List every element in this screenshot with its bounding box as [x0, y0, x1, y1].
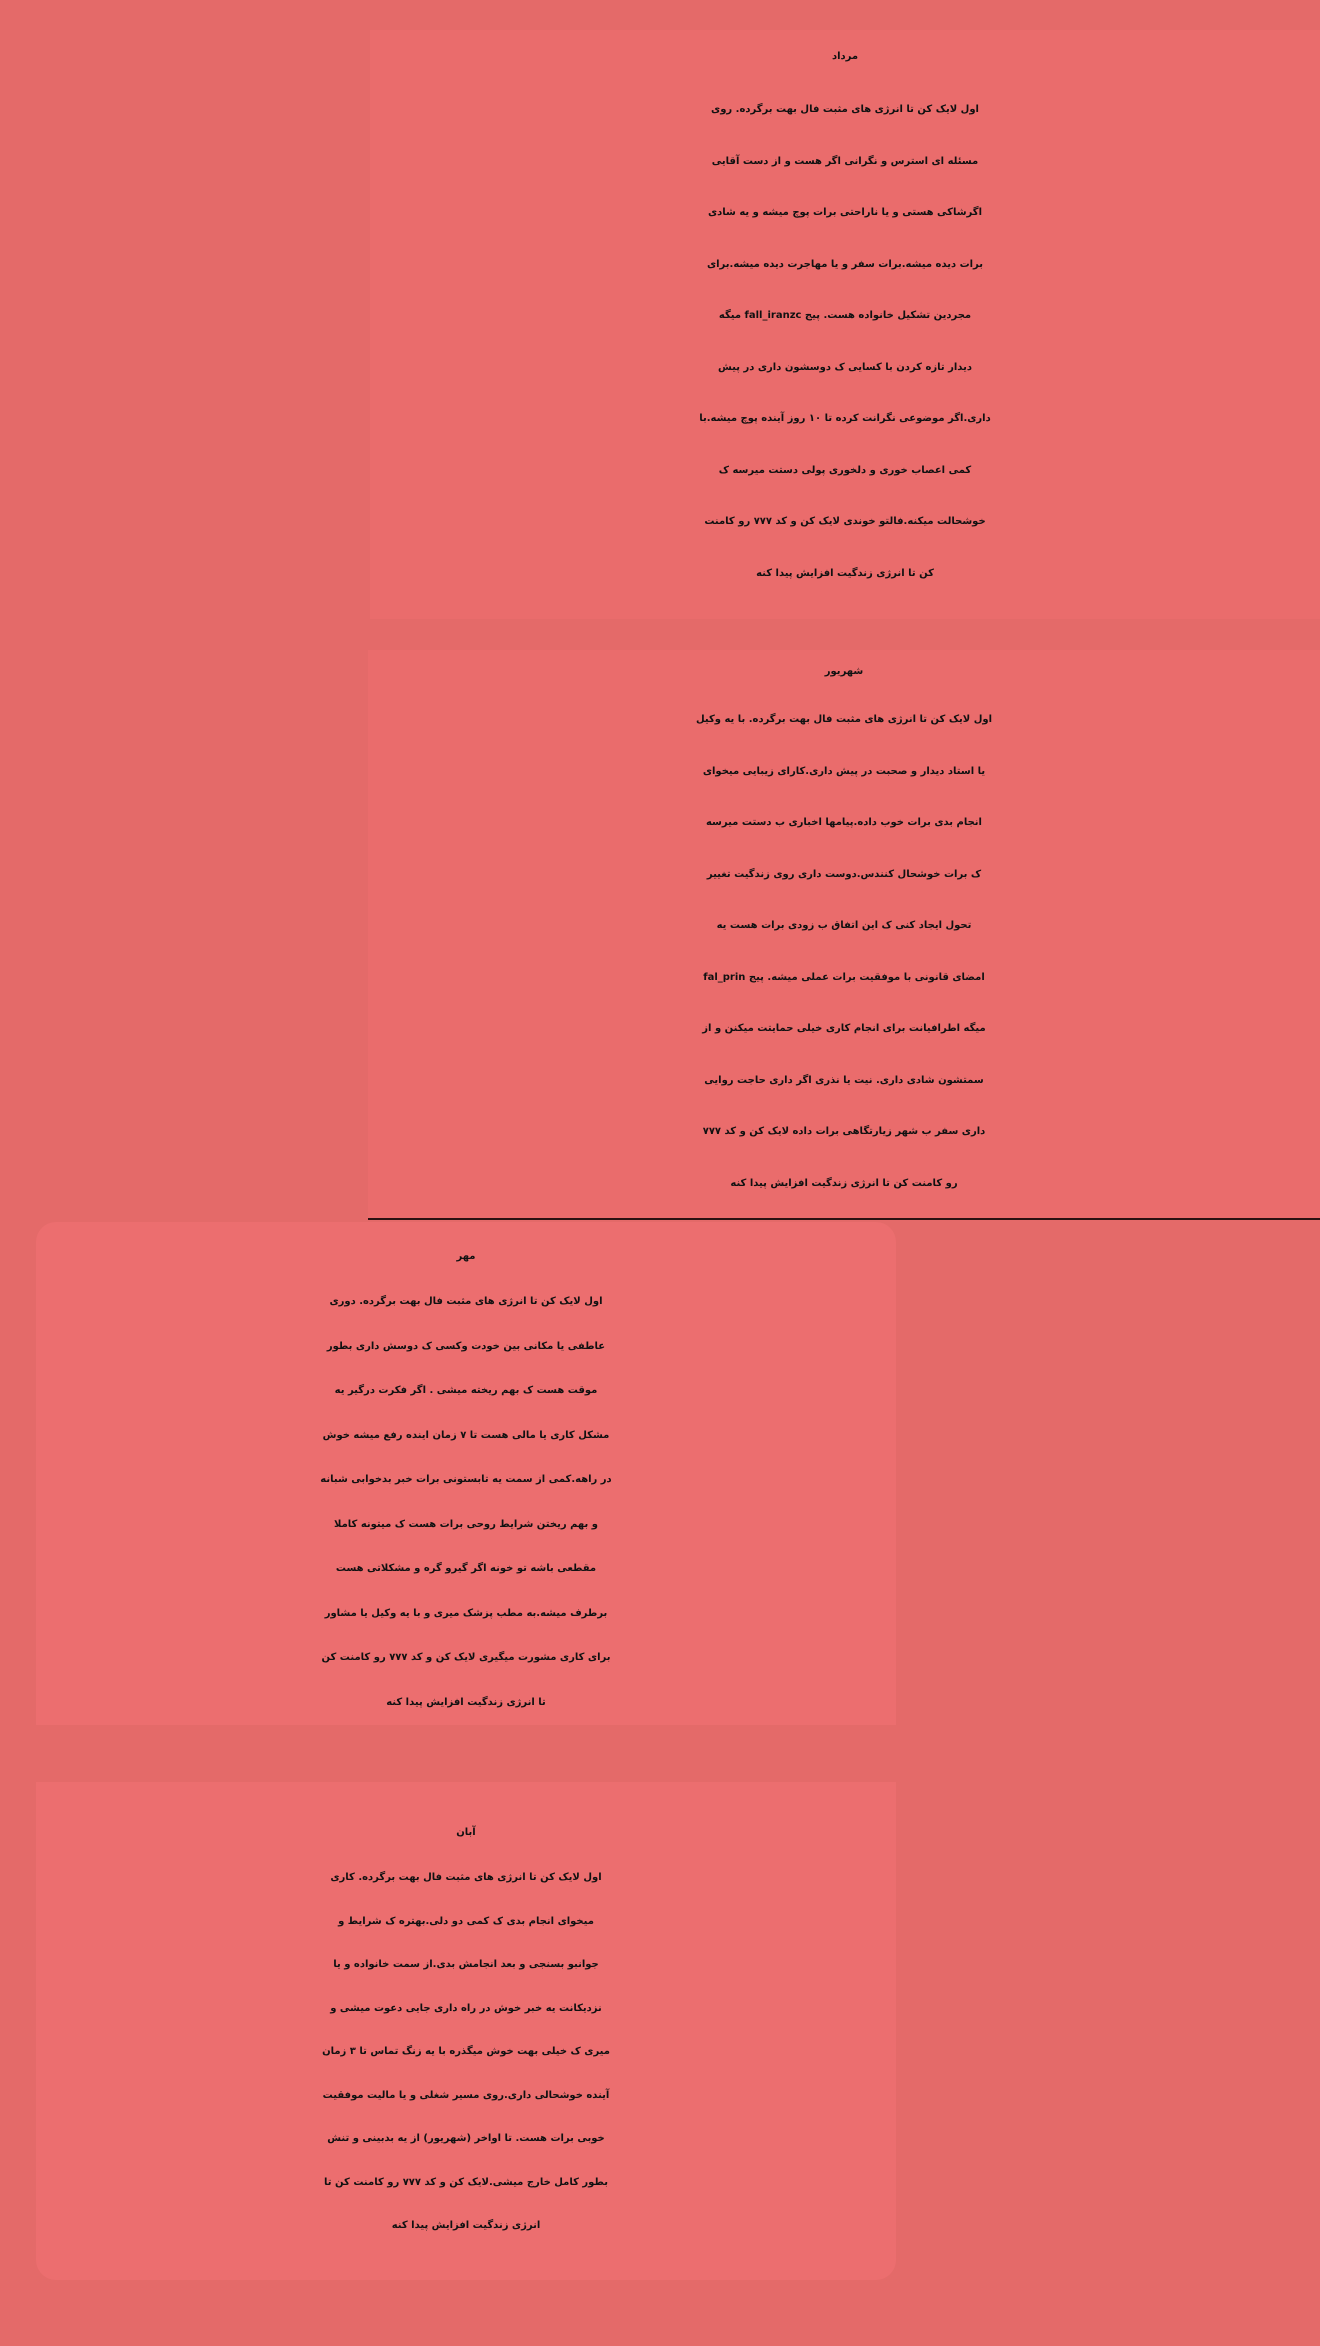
divider — [368, 1218, 1320, 1220]
text-line: داری سفر ب شهر زیارتگاهی برات داده لایک کن و کد ۷۷۷ — [702, 1126, 986, 1137]
text-line: مقطعی باشه تو خونه اگر گیرو گره و مشکلاتی هست — [335, 1563, 597, 1574]
text-line: داری.اگر موضوعی نگرانت کرده تا ۱۰ روز آینده پوچ میشه.با — [699, 413, 991, 424]
text-line: اول لایک کن تا انرژی های مثبت فال بهت برگرده. با یه وکیل — [695, 714, 993, 725]
section-aban — [36, 1782, 896, 2280]
text-line: کمی اعصاب خوری و دلخوری پولی دستت میرسه ک — [718, 464, 972, 476]
text-line: برای کاری مشورت میگیری لایک کن و کد ۷۷۷ رو کامنت کن — [321, 1652, 611, 1663]
text-line: یا استاد دیدار و صحبت در پیش داری.کارای زیبایی میخوای — [702, 765, 986, 777]
text-line: جوانبو بسنجی و بعد انجامش بدی.از سمت خانواده و یا — [333, 1959, 599, 1970]
text-line: برطرف میشه.به مطب پزشک میری و با یه وکیل یا مشاور — [324, 1607, 608, 1619]
text-line: کن تا انرژی زندگیت افزایش پیدا کنه — [756, 567, 934, 579]
text-line: در راهه.کمی از سمت یه تابستونی برات خبر بدخوابی شبانه — [320, 1474, 612, 1485]
text-line: خوشحالت میکنه.فالتو خوندی لایک کن و کد ۷۷۷ رو کامنت — [704, 516, 986, 527]
text-line: میگه اطرافیانت برای انجام کاری خیلی حمایتت میکنن و از — [702, 1023, 986, 1034]
text-line: انجام بدی برات خوب داده.پیامها اخباری ب دستت میرسه — [705, 817, 982, 828]
text-line: اگرشاکی هستی و یا ناراحتی برات پوچ میشه و یه شادی — [707, 207, 983, 218]
text-line: عاطفی یا مکانی بین خودت وکسی ک دوسش داری بطور — [326, 1340, 606, 1352]
text-line: اول لایک کن تا انرژی های مثبت فال بهت برگرده. دوری — [329, 1296, 603, 1307]
text-line: برات دیده میشه.برات سفر و یا مهاجرت دیده میشه.برای — [706, 258, 984, 270]
section-title: شهریور — [824, 666, 864, 677]
section-mehr — [36, 1222, 896, 1725]
text-line: خوبی برات هست. تا اواخر (شهریور) از یه بدبینی و تنش — [327, 2133, 605, 2144]
text-line: اول لایک کن تا انرژی های مثبت فال بهت برگرده. روی — [711, 104, 979, 115]
text-line: موقت هست ک بهم ریخته میشی . اگر فکرت درگیر یه — [334, 1385, 598, 1396]
text-line: انرژی زندگیت افزایش پیدا کنه — [391, 2220, 541, 2231]
text-line: مشکل کاری یا مالی هست تا ۷ زمان اینده رفع میشه خوش — [322, 1429, 610, 1441]
section-title: مرداد — [831, 51, 859, 62]
text-line: میری ک خیلی بهت خوش میگذره با یه زنگ تماس تا ۳ زمان — [322, 2046, 610, 2057]
text-line: تا انرژی زندگیت افزایش پیدا کنه — [386, 1696, 546, 1708]
text-line: مسئله ای استرس و نگرانی اگر هست و از دست آقایی — [711, 155, 979, 167]
text-line: دیدار تازه کردن با کسایی ک دوسشون داری در پیش — [718, 361, 972, 373]
section-shahrivar — [368, 650, 1320, 1218]
section-mordad — [370, 30, 1320, 619]
text-line: رو کامنت کن تا انرژی زندگیت افزایش پیدا کنه — [730, 1177, 958, 1189]
section-title: آبان — [456, 1827, 476, 1838]
text-line: آینده خوشحالی داری.روی مسیر شغلی و یا مالیت موفقیت — [322, 2089, 610, 2101]
text-line: تحول ایجاد کنی ک این اتفاق ب زودی برات هست یه — [716, 920, 972, 931]
text-line: امضای قانونی با موفقیت برات عملی میشه. پیج fal_prin — [703, 971, 985, 983]
text-line: نزدیکانت یه خبر خوش در راه داری جایی دعوت میشی و — [330, 2002, 602, 2014]
text-line: بطور کامل خارج میشی.لایک کن و کد ۷۷۷ رو کامنت کن تا — [324, 2176, 608, 2188]
text-line: اول لایک کن تا انرژی های مثبت فال بهت برگرده. کاری — [330, 1872, 602, 1883]
text-line: سمتشون شادی داری. نیت یا نذری اگر داری حاجت روایی — [704, 1074, 984, 1086]
text-line: میخوای انجام بدی ک کمی دو دلی.بهتره ک شرایط و — [338, 1915, 594, 1927]
text-line: و بهم ریختن شرایط روحی برات هست ک میتونه کاملا — [334, 1518, 598, 1530]
section-title: مهر — [456, 1251, 476, 1262]
text-line: مجردین تشکیل خانواده هست. پیج fall_iranzc میگه — [718, 310, 972, 321]
text-line: ک برات خوشحال کنندس.دوست داری روی زندگیت تغییر — [706, 868, 982, 880]
